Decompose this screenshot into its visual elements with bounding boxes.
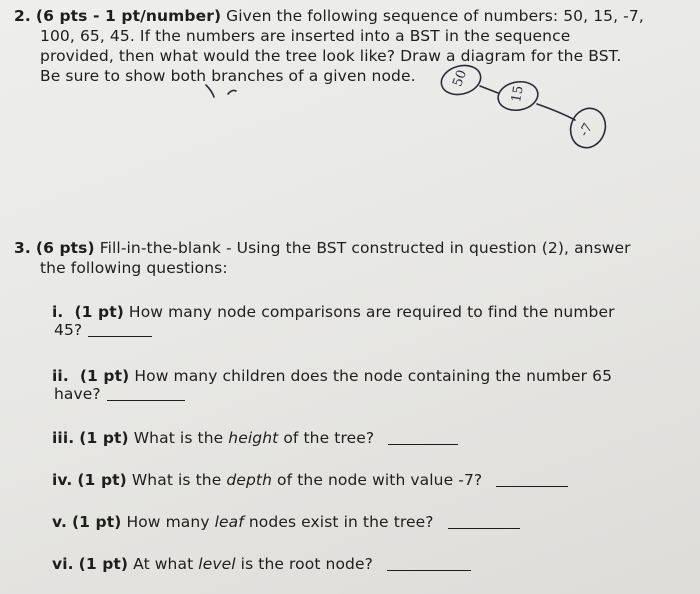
q3-item-vi-text-post: is the root node? <box>235 555 373 573</box>
q3-item-iv-line <box>52 470 568 490</box>
q3-item-iv-points: (1 pt) <box>77 471 127 489</box>
q3-item-ii-numeral: ii. <box>52 367 69 385</box>
q3-item-iii-text-pre: What is the <box>128 429 229 447</box>
q3-line-2: the following questions: <box>40 259 228 277</box>
q3-text-1: Fill-in-the-blank - Using the BST constructed in question (2), answer <box>94 239 631 257</box>
answer-blank-i[interactable] <box>88 336 152 337</box>
q3-item-iv-text-em: depth <box>226 471 273 489</box>
q3-item-ii-line-2 <box>54 384 185 404</box>
bst-node-circle-left <box>496 79 540 114</box>
q3-item-iv-numeral: iv. <box>52 471 73 489</box>
q3-item-vi-numeral: vi. <box>52 555 74 573</box>
q3-item-iii-points: (1 pt) <box>79 429 129 447</box>
q3-item-ii-text: How many children does the node containing the number 65 <box>129 367 613 385</box>
answer-blank-vi[interactable] <box>387 570 471 571</box>
q2-number: 2. <box>14 7 31 25</box>
q3-item-iii-line <box>52 428 458 448</box>
bst-edge-1 <box>480 86 498 93</box>
stray-pen-mark <box>206 85 214 97</box>
q3-item-iv-text-post: of the node with value -7? <box>272 471 483 489</box>
q3-item-i-line-2 <box>54 320 152 340</box>
q3-item-iii-text-post: of the tree? <box>278 429 375 447</box>
answer-blank-iv[interactable] <box>496 486 568 487</box>
q3-item-i-text: How many node comparisons are required to find the number <box>123 303 615 321</box>
q3-item-ii-text-2: have? <box>54 385 101 403</box>
q2-points: (6 pts - 1 pt/number) <box>35 7 222 25</box>
q3-item-iii-text-em: height <box>228 429 279 447</box>
bst-node-label-root: 50 <box>450 68 471 89</box>
q3-item-i-line-1 <box>52 302 615 322</box>
answer-blank-ii[interactable] <box>107 400 185 401</box>
q3-item-v-text-em: leaf <box>214 513 244 531</box>
q2-line-2: 100, 65, 45. If the numbers are inserted into a BST in the sequence <box>40 27 571 45</box>
q3-item-vi-points: (1 pt) <box>78 555 129 573</box>
answer-blank-v[interactable] <box>448 528 520 529</box>
q3-item-v-text-post: nodes exist in the tree? <box>243 513 434 531</box>
q3-item-vi-line <box>52 554 471 574</box>
answer-blank-iii[interactable] <box>388 444 458 445</box>
bst-node-circle-root <box>438 61 484 98</box>
q3-item-i-text-2: 45? <box>54 321 83 339</box>
bst-node-label-left: 15 <box>509 84 527 104</box>
bst-node-label-leftleft: -7 <box>576 120 597 140</box>
q2-text-1: Given the following sequence of numbers: 50, 15, -7, <box>221 7 644 25</box>
stray-pen-mark-2 <box>228 90 236 94</box>
q3-item-v-points: (1 pt) <box>71 513 122 531</box>
q3-item-iii-numeral: iii. <box>52 429 75 447</box>
bst-edge-2 <box>537 104 575 120</box>
q3-item-i-points: (1 pt) <box>74 303 124 321</box>
q3-item-iv-text-pre: What is the <box>126 471 227 489</box>
q2-line-1 <box>14 6 644 26</box>
q3-item-vi-text-pre: At what <box>128 555 199 573</box>
q3-number: 3. <box>14 239 31 257</box>
bst-node-circle-leftleft <box>565 103 611 152</box>
q3-item-v-text-pre: How many <box>121 513 215 531</box>
q3-item-v-numeral: v. <box>52 513 67 531</box>
q3-item-ii-points: (1 pt) <box>79 367 130 385</box>
q2-line-3: provided, then what would the tree look like? Draw a diagram for the BST. <box>40 47 622 65</box>
q3-item-i-numeral: i. <box>52 303 64 321</box>
q2-line-4: Be sure to show both branches of a given node. <box>40 67 416 85</box>
q3-item-vi-text-em: level <box>198 555 236 573</box>
q3-item-ii-line-1 <box>52 366 612 386</box>
q3-line-1 <box>14 238 631 258</box>
q3-item-v-line <box>52 512 520 532</box>
q3-points: (6 pts) <box>35 239 95 257</box>
